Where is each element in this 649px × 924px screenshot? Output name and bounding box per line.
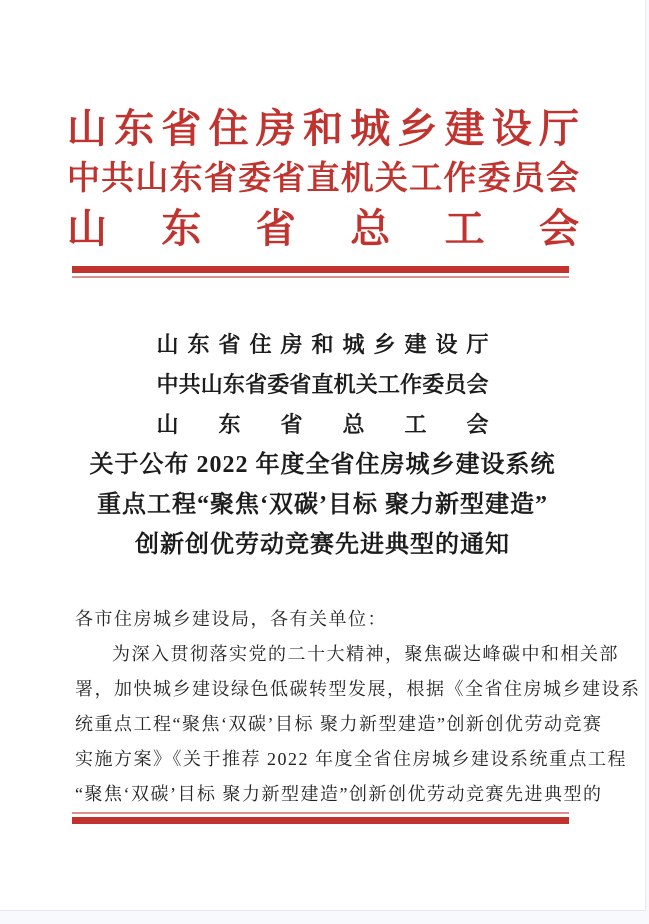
issuer-line-1: 山东省住房和城乡建设厅	[156, 332, 489, 357]
body-paragraph-line: 实施方案》《关于推荐 2022 年度全省住房城乡建设系统重点工程	[75, 749, 627, 769]
document-subject-title	[0, 445, 645, 565]
divider-thick-rule	[72, 266, 569, 273]
body-paragraph-line: 署，加快城乡建设绿色低碳转型发展，根据《全省住房城乡建设系	[75, 679, 641, 699]
letterhead-org-line-2: 中共山东省委省直机关工作委员会	[67, 161, 579, 197]
divider-thin-rule	[72, 812, 569, 814]
document-body	[75, 602, 641, 812]
issuer-line-3: 山东省总工会	[156, 412, 489, 437]
divider-thin-rule	[72, 276, 569, 278]
issuer-line-2: 中共山东省委省直机关工作委员会	[156, 372, 489, 397]
letterhead-divider	[72, 266, 569, 278]
letterhead-org-line-3: 山东省总工会	[67, 206, 579, 251]
subject-title-line-1: 关于公布 2022 年度全省住房城乡建设系统	[89, 452, 556, 478]
body-paragraph-line: 统重点工程“聚焦‘双碳’目标 聚力新型建造”创新创优劳动竞赛	[75, 714, 603, 734]
letterhead-org-line-1: 山东省住房和城乡建设厅	[67, 106, 579, 151]
document-issuer-block	[0, 325, 645, 445]
divider-thick-rule	[72, 817, 569, 824]
body-paragraph-line: “聚焦‘双碳’目标 聚力新型建造”创新创优劳动竞赛先进典型的	[75, 784, 603, 804]
subject-title-line-2: 重点工程“聚焦‘双碳’目标 聚力新型建造”	[97, 492, 548, 518]
footer-divider	[72, 812, 569, 824]
body-salutation: 各市住房城乡建设局，各有关单位：	[75, 609, 387, 629]
body-paragraph-line: 为深入贯彻落实党的二十大精神，聚焦碳达峰碳中和相关部	[112, 644, 619, 664]
red-letterhead	[67, 104, 579, 254]
subject-title-line-3: 创新创优劳动竞赛先进典型的通知	[135, 532, 510, 558]
